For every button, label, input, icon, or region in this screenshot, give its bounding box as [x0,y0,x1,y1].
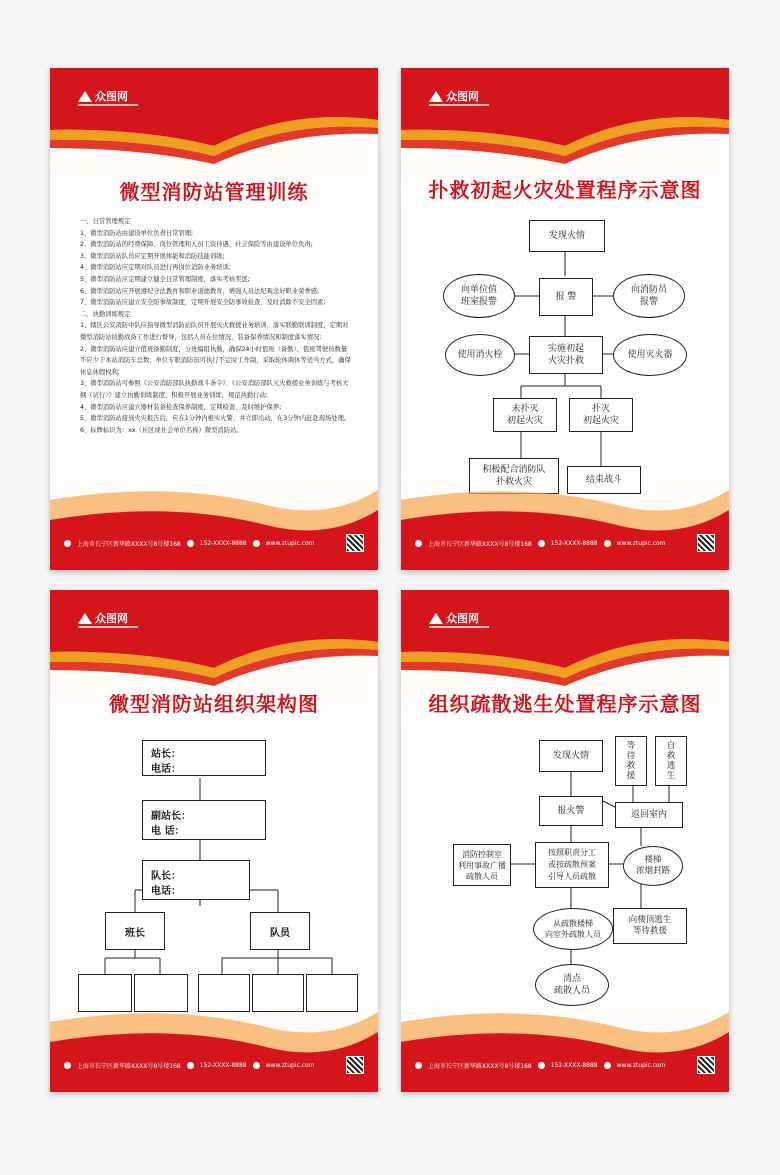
chief-phone: 电话： [151,764,181,775]
regulation-paragraph: 4、微型消防站应定期对队员进行再岗位消防业务培训; [80,264,231,272]
regulation-text [80,216,352,436]
qr-code [346,534,364,552]
node-extinguished: 扑灭 初起火灾 [569,398,633,432]
regulation-paragraph: 3、微型消防站可参照《公安消防部队执勤战斗条令》、《公安消防部队灭火救援业务训练与考核大纲（试行）》建立执勤训练制度，积极开展业务训练，规范执勤行动; [80,380,349,399]
qr-code [697,1056,715,1074]
node-discover-fire: 发现火情 [529,220,605,252]
logo-text: 众图网 [95,90,128,103]
page-title: 组织疏散逃生处置程序示意图 [428,692,702,716]
footer-info [415,1056,715,1074]
logo-text: 众图网 [446,90,479,103]
location-icon [415,540,422,547]
regulation-paragraph: 二、执勤训练规定 [80,310,131,318]
squad-leader-box: 班长 [105,912,165,950]
globe-icon [253,1062,260,1069]
footer-address: 上海市长宁区新华路XXXX号8号楼168 [77,540,181,548]
logo [78,88,128,104]
footer-info [415,534,715,552]
logo-underline [78,104,138,106]
node-self-escape: 自 救 逃 生 [655,736,687,786]
deputy-phone: 电 话： [151,826,185,837]
regulation-paragraph: 一、日常管理规定 [80,218,131,225]
footer-info [64,1056,364,1074]
chief-role: 站长： [151,749,181,760]
node-notify-firefighters: 向消防员 报警 [613,274,685,318]
node-use-hydrant: 使用消火栓 [445,334,515,376]
footer-address: 上海市长宁区新华路XXXX号8号楼168 [428,540,532,548]
regulation-paragraph: 7、微型消防站应建立安全防事故制度，定期开展安全防事故检查，及时消除不安全因素; [80,299,326,307]
globe-icon [604,1062,611,1069]
regulation-paragraph: 4、微型消防站应建立器材装备检查保养制度，定期检查、及时维护保养; [80,403,282,411]
footer-web: www.ztupic.com [616,539,666,547]
footer-banner [50,982,378,1092]
node-alarm: 报火警 [539,796,603,826]
footer-web: www.ztupic.com [265,1061,315,1069]
deputy-box [142,800,266,840]
captain-box [142,860,250,900]
node-count-people: 清点 疏散人员 [535,964,609,1006]
regulation-paragraph: 1、辖区公安消防中队应指导微型消防站队员开展灭火救援业务培训，落实联勤联训制度，定期对微型消防站执勤战备工作进行督导，包括人员在位情况，装备保养情况和制度落实情况; [80,322,349,341]
phone-icon [187,1062,194,1069]
poster-management-training [50,68,378,570]
logo-text: 众图网 [446,612,479,625]
chief-box [142,740,266,776]
footer-banner [401,982,729,1092]
globe-icon [604,540,611,547]
poster-initial-fire-procedure [401,68,729,570]
regulation-paragraph: 6、微型消防站应开展遵纪守法教育和职业道德教育，增强人员法纪观念好职业荣誉感; [80,287,320,295]
regulation-paragraph: 5、微型消防站接到火灾报告后，应在1分钟内根实火警，并立即出动，在3分钟内赶赴现场处理。 [80,415,351,423]
node-evacuate-stairs: 从疏散楼梯 向室外疏散人员 [533,908,613,950]
footer-web: www.ztupic.com [616,1061,666,1069]
node-control-room: 消防控制室 利用事故广播 疏散人员 [453,844,511,886]
node-return-indoors: 返回室内 [615,802,683,828]
logo-icon [78,91,92,102]
node-discover-fire: 发现火情 [539,740,603,772]
globe-icon [253,540,260,547]
qr-code [697,534,715,552]
footer-web: www.ztupic.com [265,539,315,547]
location-icon [64,540,71,547]
page-title: 微型消防站管理训练 [119,180,309,204]
location-icon [415,1062,422,1069]
node-implement-suppression: 实施初起 火灾扑救 [529,336,603,374]
logo-text: 众图网 [95,612,128,625]
regulation-paragraph: 1、微型消防站由建设单位负责日常管理; [80,229,194,237]
node-notify-unit: 向单位值 班室报警 [443,274,515,318]
node-cooperate: 积极配合消防队 扑救火灾 [469,458,559,494]
deputy-role: 副站长： [151,811,191,822]
footer-phone: 152-XXXX-8888 [199,1061,247,1069]
poster-evacuation-procedure [401,590,729,1092]
regulation-paragraph: 2、微型消防站的经费保障、岗位管理和人员工资待遇、社会保险等由建设单位负责; [80,241,313,249]
captain-phone: 电话： [151,886,181,897]
logo-icon [78,613,92,624]
logo-icon [429,613,443,624]
footer-info [64,534,364,552]
node-end-battle: 结束战斗 [567,466,641,494]
footer-address: 上海市长宁区新华路XXXX号8号楼168 [77,1062,181,1070]
footer-address: 上海市长宁区新华路XXXX号8号楼168 [428,1062,532,1070]
regulation-paragraph: 2、微型消防站应建立值班备勤制度，分班编组执勤，确保24小时值班（备勤），值班驾驶员数量不应少于本站消防车总数；单位专职消防员可执行不定时工作制，采取轮休调休等适当方式，确保休息休假权利; [80,345,351,376]
logo [429,610,479,626]
logo [429,88,479,104]
qr-code [346,1056,364,1074]
logo-underline [429,104,489,106]
member-box: 队员 [250,912,310,950]
logo-underline [429,626,489,628]
poster-org-chart [50,590,378,1092]
node-alarm: 报 警 [539,278,593,316]
footer-banner [50,460,378,570]
logo-icon [429,91,443,102]
phone-icon [187,540,194,547]
node-stairs-smoke: 楼梯 浓烟封路 [623,846,683,886]
location-icon [64,1062,71,1069]
node-roof-escape: 向楼顶逃生 等待救援 [613,908,687,944]
phone-icon [538,1062,545,1069]
regulation-paragraph: 3、微型消防站队员应定期开展体能和消防技能训练; [80,252,225,260]
footer-phone: 152-XXXX-8888 [550,539,598,547]
node-assign-duties: 按照职责分工 或按疏散预案 引导人员疏散 [535,842,609,888]
regulation-paragraph: 6、标牌标识为：xx（社区或社会单位名称）微型消防站。 [80,426,243,434]
page-title: 扑救初起火灾处置程序示意图 [428,178,702,202]
captain-role: 队长： [151,871,181,882]
phone-icon [538,540,545,547]
node-use-extinguisher: 使用灭火器 [613,334,687,376]
node-not-extinguished: 未扑灭 初起火灾 [493,398,557,432]
node-wait-rescue: 等 待 救 援 [615,736,647,786]
footer-phone: 152-XXXX-8888 [199,539,247,547]
page-title: 微型消防站组织架构图 [109,692,319,716]
footer-banner [401,460,729,570]
logo-underline [78,626,138,628]
logo [78,610,128,626]
footer-phone: 152-XXXX-8888 [550,1061,598,1069]
regulation-paragraph: 5、微型消防站应定期建立健全日常管理制度，落实考核奖惩; [80,275,250,283]
